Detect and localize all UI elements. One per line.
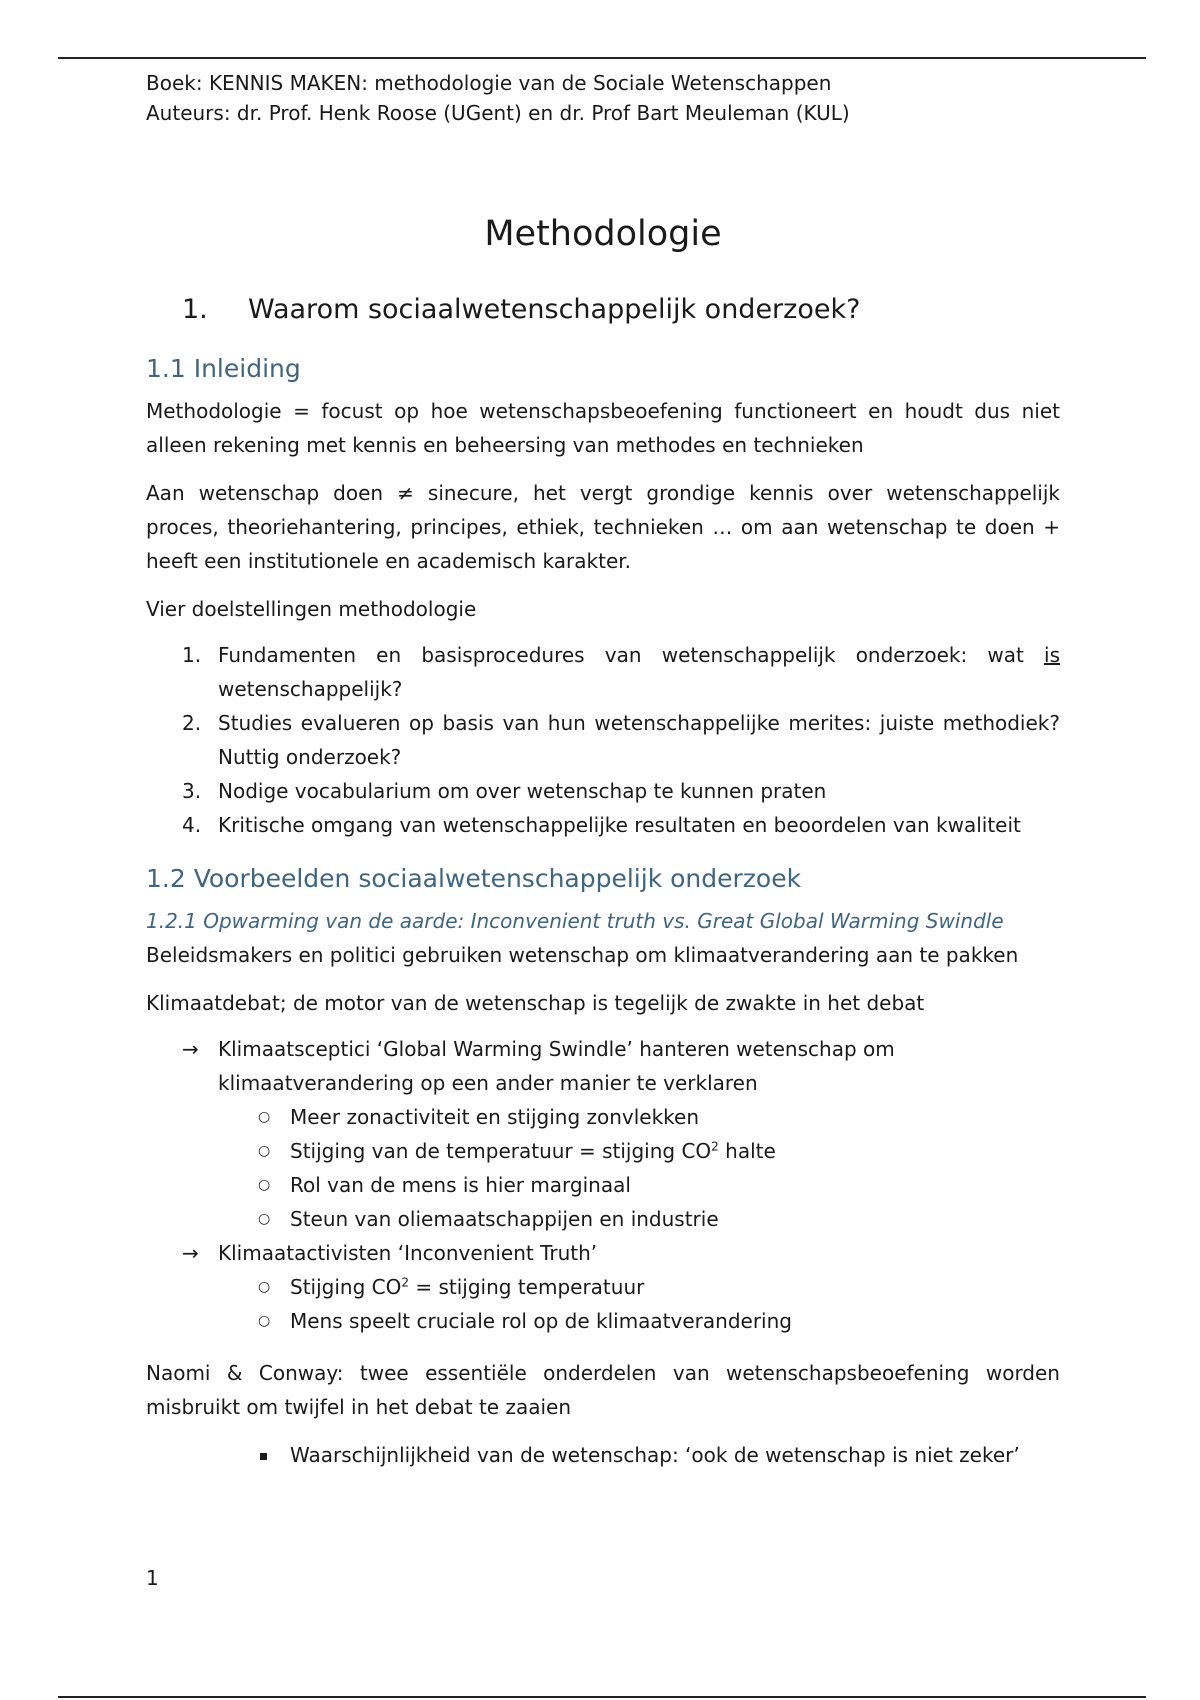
bottom-rule [58,1696,1146,1698]
circle-bullet-icon: ○ [258,1177,271,1193]
paragraph-klimaatdebat: Klimaatdebat; de motor van de wetenschap is tegelijk de zwakte in het debat [146,991,925,1015]
arrow-item-activisten: → Klimaatactivisten ‘Inconvenient Truth’ [182,1236,1060,1270]
paragraph-wetenschap: Aan wetenschap doen ≠ sinecure, het vergt grondige kennis over wetenschappelijk proces, theoriehantering, principes, ethiek, technieken … om aan wetenschap te doen + heeft een institutionele en academisch karakter. [146,481,1060,573]
subsection-heading-1-2-1: 1.2.1 Opwarming van de aarde: Inconvenient truth vs. Great Global Warming Swindle [146,909,1004,933]
list-item-text: Kritische omgang van wetenschappelijke resultaten en beoordelen van kwaliteit [218,813,1021,837]
list-number: 1. [182,643,202,667]
paragraph-beleidsmakers: Beleidsmakers en politici gebruiken wetenschap om klimaatverandering aan te pakken [146,943,1019,967]
list-number: 4. [182,813,202,837]
section-heading-1-2: 1.2 Voorbeelden sociaalwetenschappelijk onderzoek [146,864,802,893]
section-heading-1-1: 1.1 Inleiding [146,354,301,383]
list-item: ○ Rol van de mens is hier marginaal [254,1168,1060,1202]
list-item: ○ Stijging $CO^2$ = stijging temperatuur [254,1270,1060,1304]
list-number: 3. [182,779,202,803]
list-item-text: Fundamenten en basisprocedures van wetenschappelijk onderzoek: wat is wetenschappelijk? [218,643,1060,701]
list-item: ○ Steun van oliemaatschappijen en industrie [254,1202,1060,1236]
list-item: ○ Meer zonactiviteit en stijging zonvlekken [254,1100,1060,1134]
chapter-number: 1. [182,294,208,325]
page-number: 1 [146,1566,159,1590]
list-number: 2. [182,711,202,735]
square-list-item: Waarschijnlijkheid van de wetenschap: ‘ook de wetenschap is niet zeker’ [254,1438,1060,1472]
chapter-title: Waarom sociaalwetenschappelijk onderzoek? [248,294,861,325]
list-item-text: Studies evalueren op basis van hun wetenschappelijke merites: juiste methodiek? Nuttig onderzoek? [218,711,1060,769]
page-title: Methodologie [484,214,722,254]
list-item: ○ Stijging van de temperatuur = stijging $CO^2$ halte [254,1134,1060,1168]
list-item: ○ Mens speelt cruciale rol op de klimaatverandering [254,1304,1060,1338]
paragraph-methodologie: Methodologie = focust op hoe wetenschapsbeoefening functioneert en houdt dus niet alleen rekening met kennis en beheersing van methodes en technieken [146,399,1060,457]
goals-list [146,638,1060,842]
chapter-heading [146,292,1060,328]
list-item [182,706,1060,774]
list-item [182,638,1060,706]
circle-bullet-icon: ○ [258,1109,271,1125]
top-rule [58,57,1146,59]
circle-bullet-icon: ○ [258,1143,271,1159]
list-item [182,774,1060,808]
list-item-text: Nodige vocabularium om over wetenschap te kunnen praten [218,779,827,803]
header-authors: Auteurs: dr. Prof. Henk Roose (UGent) en dr. Prof Bart Meuleman (KUL) [146,101,850,125]
circle-bullet-icon: ○ [258,1211,271,1227]
paragraph-doelstellingen: Vier doelstellingen methodologie [146,597,477,621]
document-page [146,68,1060,1472]
circle-bullet-icon: ○ [258,1279,271,1295]
square-bullet-icon [254,1438,290,1472]
arrow-icon: → [182,1037,199,1061]
arrow-icon: → [182,1241,199,1265]
list-item [182,808,1060,842]
header-book: Boek: KENNIS MAKEN: methodologie van de Sociale Wetenschappen [146,71,832,95]
circle-bullet-icon: ○ [258,1313,271,1329]
arrow-list [146,1032,1060,1338]
arrow-item-sceptici: → Klimaatsceptici ‘Global Warming Swindle’ hanteren wetenschap om klimaatverandering op een ander manier te verklaren [182,1032,1060,1100]
paragraph-naomi-conway: Naomi & Conway: twee essentiële onderdelen van wetenschapsbeoefening worden misbruikt om twijfel in het debat te zaaien [146,1361,1060,1419]
underlined-word: is [1044,643,1060,667]
